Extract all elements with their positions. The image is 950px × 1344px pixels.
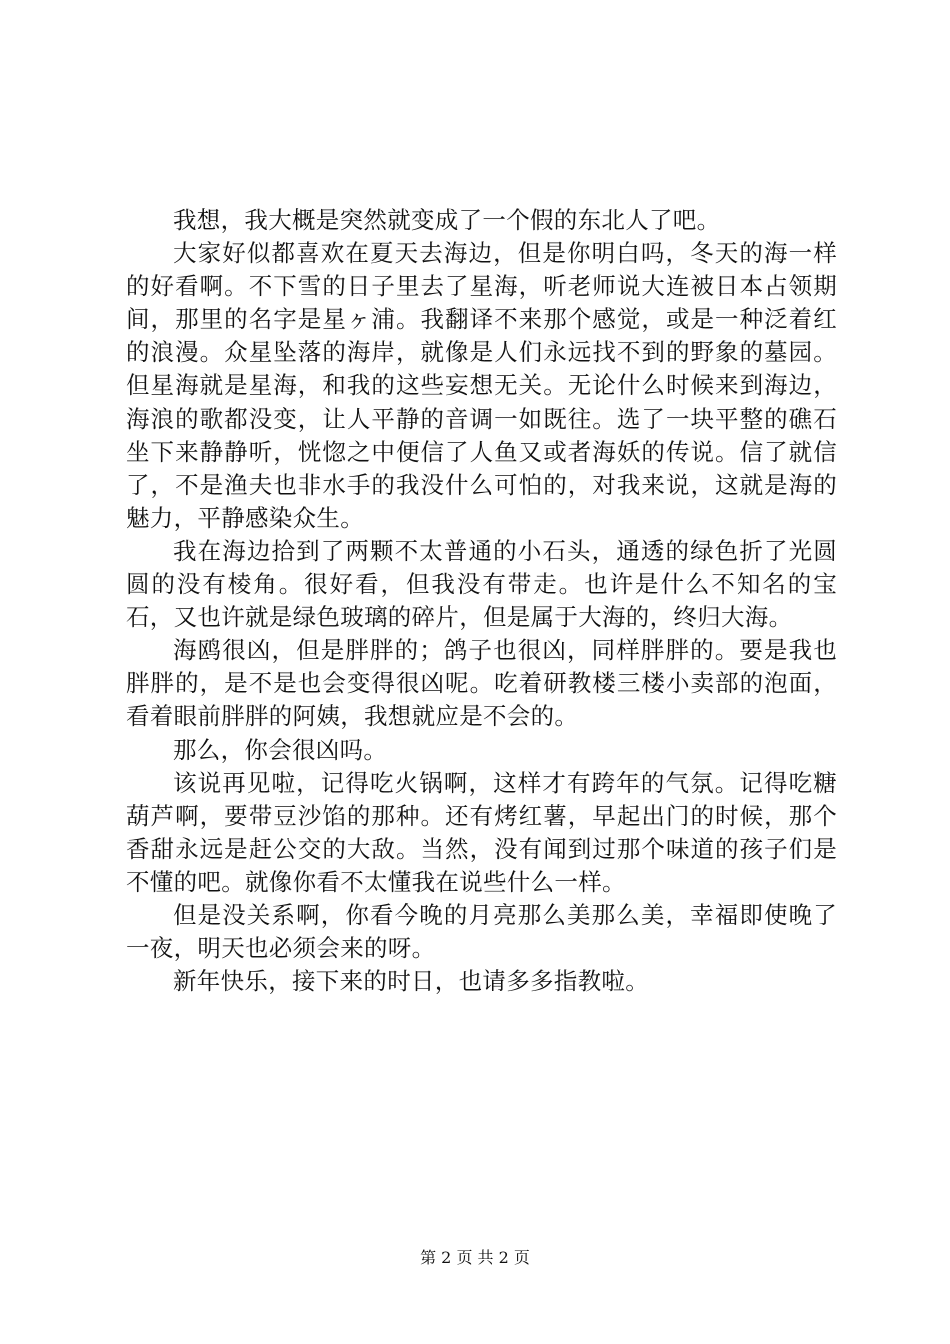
paragraph-8: 新年快乐，接下来的时日，也请多多指教啦。 (173, 967, 649, 996)
paragraph-6: 该说再见啦，记得吃火锅啊，这样才有跨年的气氛。记得吃糖葫芦啊，要带豆沙馅的那种。还有烤红薯，早起出门的时候，那个香甜永远是赶公交的大敌。当然，没有闻到过那个味道的孩子们是不懂的吧。就像你看不太懂我在说些什么一样。 (126, 768, 837, 896)
paragraph-4: 海鸥很凶，但是胖胖的；鸽子也很凶，同样胖胖的。要是我也胖胖的，是不是也会变得很凶呢。吃着研教楼三楼小卖部的泡面，看着眼前胖胖的阿姨，我想就应是不会的。 (126, 636, 837, 731)
paragraph-7: 但是没关系啊，你看今晚的月亮那么美那么美，幸福即使晚了一夜，明天也必须会来的呀。 (126, 900, 837, 963)
page-footer: 第 2 页 共 2 页 (420, 1248, 530, 1267)
paragraph-3: 我在海边拾到了两颗不太普通的小石头，通透的绿色折了光圆圆的没有棱角。很好看，但我没有带走。也许是什么不知名的宝石，又也许就是绿色玻璃的碎片，但是属于大海的，终归大海。 (126, 536, 837, 632)
paragraph-2: 大家好似都喜欢在夏天去海边，但是你明白吗，冬天的海一样的好看啊。不下雪的日子里去了星海，听老师说大连被日本占领期间，那里的名字是星ヶ浦。我翻译不来那个感觉，或是一种泛着红的浪漫。众星坠落的海岸，就像是人们永远找不到的野象的墓园。但星海就是星海，和我的这些妄想无关。无论什么时候来到海边，海浪的歌都没变，让人平静的音调一如既往。选了一块平整的礁石坐下来静静听，恍惚之中便信了人鱼又或者海妖的传说。信了就信了，不是渔夫也非水手的我没什么可怕的，对我来说，这就是海的魅力，平静感染众生。 (126, 239, 837, 532)
paragraph-5: 那么，你会很凶吗。 (173, 735, 388, 764)
paragraph-1: 我想，我大概是突然就变成了一个假的东北人了吧。 (173, 206, 721, 234)
document-body (126, 204, 837, 998)
